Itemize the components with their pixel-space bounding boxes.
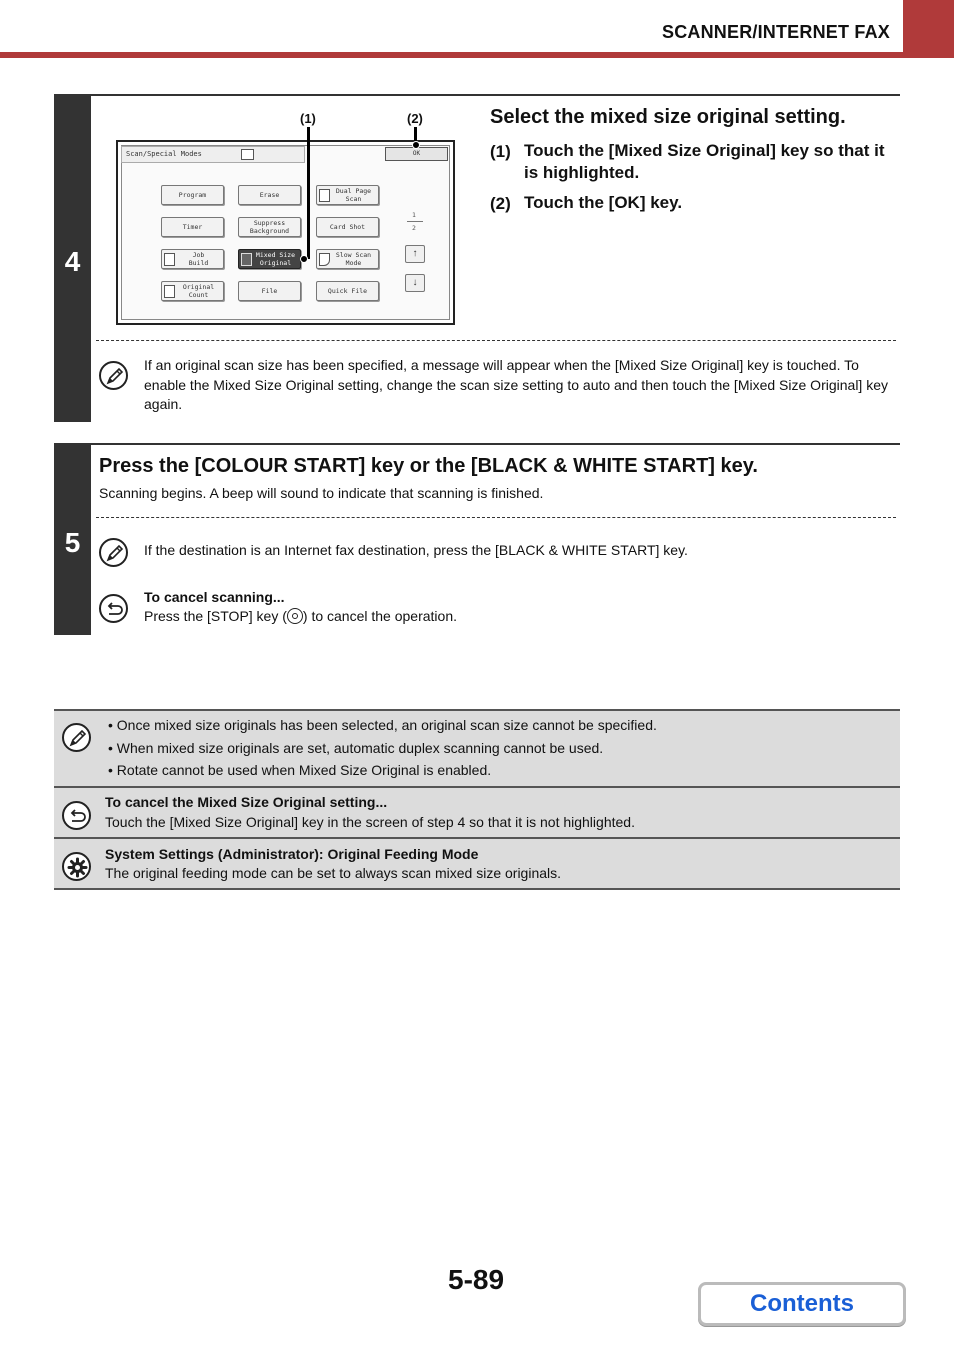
notes-cancel-title: To cancel the Mixed Size Original setting... bbox=[105, 794, 388, 810]
notes-panel-bottom-rule bbox=[54, 888, 900, 890]
notes-panel-rule-2 bbox=[54, 786, 900, 788]
screen-ok-key[interactable]: OK bbox=[385, 147, 448, 161]
notes-panel-top-rule bbox=[54, 709, 900, 711]
step-5-number: 5 bbox=[64, 527, 81, 558]
pencil-note-icon bbox=[99, 538, 128, 567]
callout-dot-2 bbox=[412, 141, 420, 149]
original-count-icon bbox=[164, 285, 175, 298]
callout-label-1: (1) bbox=[300, 111, 316, 126]
notes-panel-rule-3 bbox=[54, 837, 900, 839]
step-4-item-1-num: (1) bbox=[490, 142, 511, 161]
notes-bullet: • When mixed size originals are set, automatic duplex scanning cannot be used. bbox=[108, 740, 604, 756]
suppress-background-key[interactable]: Suppress Background bbox=[238, 217, 301, 237]
return-arrow-icon bbox=[99, 594, 128, 623]
screen-title: Scan/Special Modes bbox=[121, 146, 305, 163]
job-build-icon bbox=[164, 253, 175, 266]
step-4-top-rule bbox=[54, 94, 900, 96]
mixed-size-original-key[interactable]: Mixed Size Original bbox=[238, 249, 301, 269]
return-arrow-icon bbox=[62, 801, 91, 830]
file-key[interactable]: File bbox=[238, 281, 301, 301]
erase-key[interactable]: Erase bbox=[238, 185, 301, 205]
step-4-title: Select the mixed size original setting. bbox=[490, 106, 846, 128]
step-5-cancel-text: Press the [STOP] key ( ) to cancel the operation. bbox=[144, 608, 458, 624]
page-current: 1 bbox=[412, 211, 416, 219]
step-5-note: If the destination is an Internet fax destination, press the [BLACK & WHITE START] key. bbox=[144, 542, 688, 558]
step-5-divider bbox=[96, 517, 896, 518]
header-accent-block bbox=[903, 0, 954, 56]
contents-button[interactable]: Contents bbox=[698, 1282, 906, 1326]
notes-bullet: • Rotate cannot be used when Mixed Size Original is enabled. bbox=[108, 762, 492, 778]
notes-settings-title: System Settings (Administrator): Original Feeding Mode bbox=[105, 846, 479, 862]
dual-page-scan-icon bbox=[319, 189, 330, 202]
screen-title-icon bbox=[241, 149, 254, 160]
quick-file-key[interactable]: Quick File bbox=[316, 281, 379, 301]
slow-scan-mode-key[interactable]: Slow Scan Mode bbox=[316, 249, 379, 269]
step-4-item-1-text: Touch the [Mixed Size Original] key so that it is highlighted. bbox=[524, 141, 885, 182]
step-5-top-rule bbox=[54, 443, 900, 445]
page-number: 5-89 bbox=[448, 1264, 505, 1295]
callout-label-2: (2) bbox=[407, 111, 423, 126]
step-4-divider bbox=[96, 340, 896, 341]
pencil-note-icon bbox=[99, 361, 128, 390]
step-4-number: 4 bbox=[64, 246, 81, 277]
callout-line-1 bbox=[307, 127, 310, 259]
step-4-note: If an original scan size has been specified, a message will appear when the [Mixed Size Original] key is touched. To enable the Mixed Size Original setting, change the scan size setting to auto and then touch the [Mixed Size Original] key again. bbox=[144, 357, 888, 412]
notes-bullet: • Once mixed size originals has been selected, an original scan size cannot be specified. bbox=[108, 717, 657, 733]
job-build-key[interactable]: Job Build bbox=[161, 249, 224, 269]
arrow-up-icon[interactable]: ↑ bbox=[405, 245, 425, 263]
stop-key-icon bbox=[287, 608, 303, 624]
timer-key[interactable]: Timer bbox=[161, 217, 224, 237]
program-key[interactable]: Program bbox=[161, 185, 224, 205]
step-5-cancel-title: To cancel scanning... bbox=[144, 589, 285, 605]
page-divider bbox=[407, 221, 423, 222]
mixed-size-original-icon bbox=[241, 253, 252, 266]
section-title: SCANNER/INTERNET FAX bbox=[661, 22, 890, 42]
step-5-description: Scanning begins. A beep will sound to indicate that scanning is finished. bbox=[99, 485, 544, 501]
original-count-key[interactable]: Original Count bbox=[161, 281, 224, 301]
step-4-item-2-text: Touch the [OK] key. bbox=[524, 193, 683, 212]
slow-scan-mode-icon bbox=[319, 253, 330, 266]
step-4-item-2-num: (2) bbox=[490, 194, 511, 213]
gear-icon bbox=[62, 852, 91, 881]
notes-cancel-text: Touch the [Mixed Size Original] key in the screen of step 4 so that it is not highlighted. bbox=[105, 814, 635, 830]
arrow-down-icon[interactable]: ↓ bbox=[405, 274, 425, 292]
header-rule bbox=[0, 52, 954, 58]
notes-settings-text: The original feeding mode can be set to always scan mixed size originals. bbox=[105, 865, 562, 881]
pencil-note-icon bbox=[62, 723, 91, 752]
step-5-title: Press the [COLOUR START] key or the [BLACK & WHITE START] key. bbox=[99, 455, 758, 477]
callout-dot-1 bbox=[300, 255, 308, 263]
dual-page-scan-key[interactable]: Dual Page Scan bbox=[316, 185, 379, 205]
card-shot-key[interactable]: Card Shot bbox=[316, 217, 379, 237]
page-total: 2 bbox=[412, 224, 416, 232]
